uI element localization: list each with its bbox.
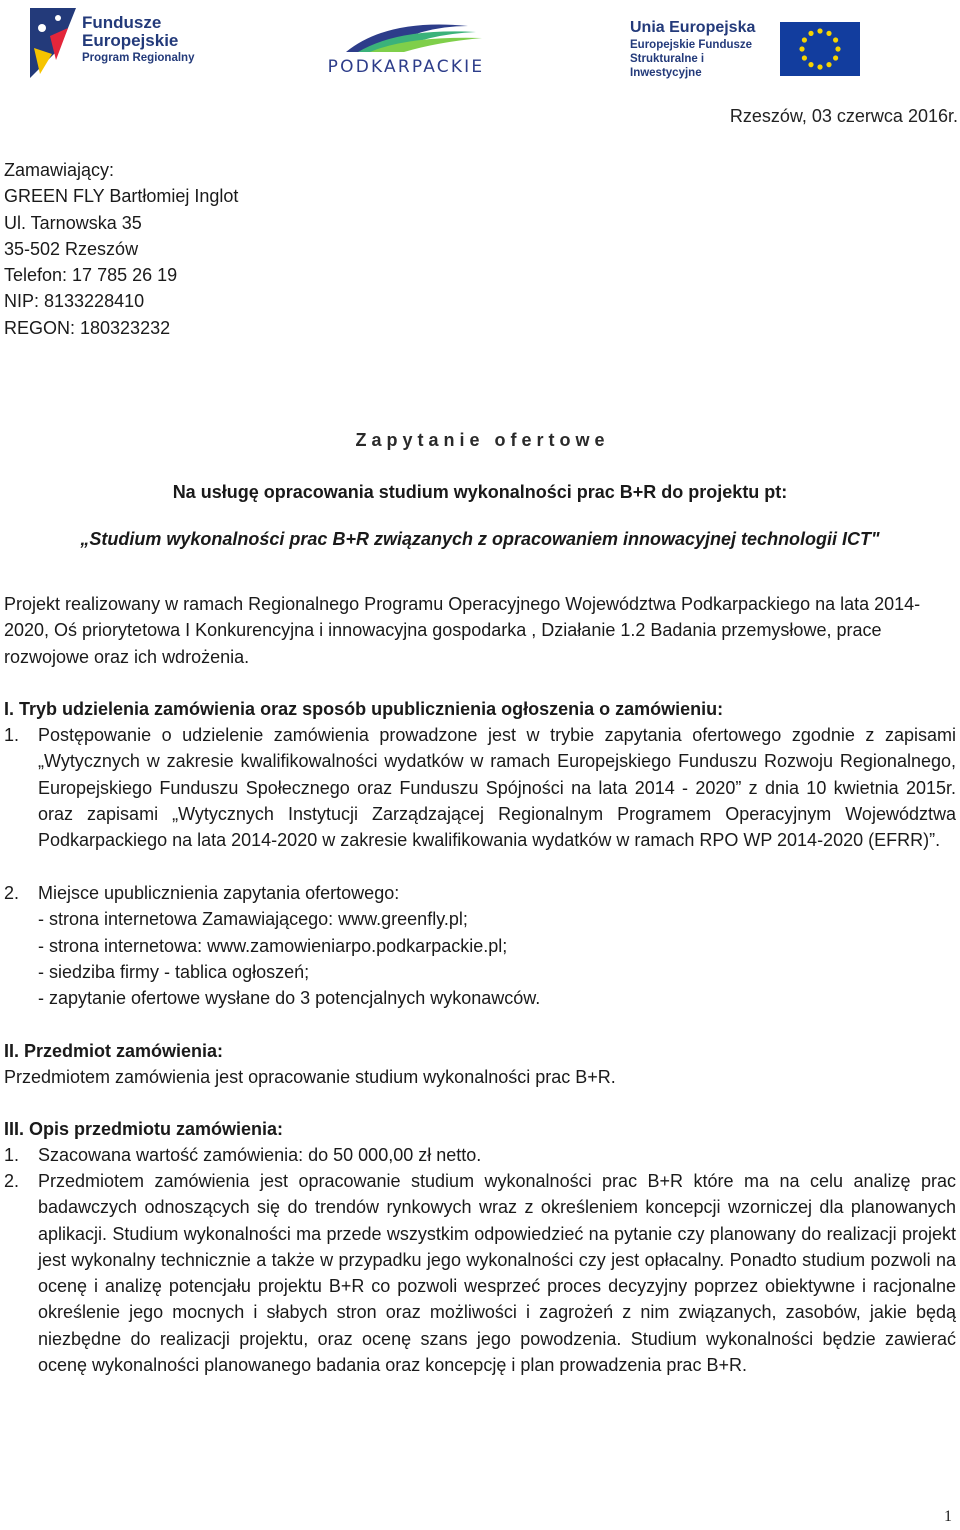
contractor-block xyxy=(4,157,238,341)
publication-place: - zapytanie ofertowe wysłane do 3 potencjalnych wykonawców. xyxy=(38,988,541,1009)
document-date: Rzeszów, 03 czerwca 2016r. xyxy=(729,106,958,126)
section-1-item-2 xyxy=(4,880,956,1011)
project-title: „Studium wykonalności prac B+R związanych z opracowaniem innowacyjnej technologii ICT" xyxy=(80,529,880,549)
item-text: Postępowanie o udzielenie zamówienia prowadzone jest w trybie zapytania ofertowego zgodnie z zapisami „Wytycznych w zakresie kwalifikowalności wydatków w ramach Europejskiego Funduszu Rozwoju Regionalnego, Europejskiego Funduszu Społecznego oraz Funduszu Spójności na lata 2014 - 2020” z dnia 10 kwietnia 2015r. oraz zapisami „Wytycznych Instytucji Zarządzającej Regionalnym Programem Operacyjnym Województwa Podkarpackiego na lata 2014-2020 w zakresie kwalifikowania wydatków w ramach RPO WP 2014-2020 (EFRR)”. xyxy=(38,725,956,851)
ue-logo-title: Unia Europejska xyxy=(630,19,756,36)
item-text: Przedmiotem zamówienia jest opracowanie studium wykonalności prac B+R które ma na celu analizę prac badawczych odnoszących się do trendów rynkowych wraz z określeniem koncepcji wzorniczej dla planowanych aplikacji. Studium wykonalności ma przede wszystkim odpowiedzieć na pytanie czy planowany do realizacji projekt jest wykonalny technicznie a także w przypadku jego wykonalności czy jest opłacalny. Ponadto studium pozwoli na ocenę i analizę potencjału projektu B+R co pozwoli wesprzeć proces decyzyjny poprzez obiektywne i racjonalne określenie jego mocnych i słabych stron oraz możliwości i zagrożeń z nim związanych, zasobów, jakie będą niezbędne do realizacji projektu, oraz ocenę szans jego powodzenia. Studium wykonalności będzie zawierać ocenę wykonalności planowanego badania oraz koncepcję i plan prowadzenia prac B+R. xyxy=(38,1171,956,1376)
item-text: Szacowana wartość zamówienia: do 50 000,00 zł netto. xyxy=(38,1145,482,1165)
eu-flag-icon xyxy=(780,22,860,76)
contractor-line: Telefon: 17 785 26 19 xyxy=(4,265,178,286)
contractor-line: REGON: 180323232 xyxy=(4,317,171,338)
section-3-item-1 xyxy=(4,1142,956,1168)
section-2-text: Przedmiotem zamówienia jest opracowanie studium wykonalności prac B+R. xyxy=(4,1067,616,1087)
logo-header xyxy=(0,4,960,82)
ue-logo-text xyxy=(630,18,770,80)
fundusze-europejskie-logo xyxy=(30,8,205,80)
section-1-item-1 xyxy=(4,722,956,853)
section-3-item-2 xyxy=(4,1168,956,1378)
contractor-line: Ul. Tarnowska 35 xyxy=(4,212,142,233)
fe-logo-line2: Europejskie xyxy=(82,31,179,50)
podkarpackie-logo-text: PODKARPACKIE xyxy=(327,57,485,77)
fe-logo-line3: Program Regionalny xyxy=(82,52,195,64)
podkarpackie-wave-icon xyxy=(318,18,494,56)
section-1-heading: I. Tryb udzielenia zamówienia oraz sposób upublicznienia ogłoszenia o zamówieniu: xyxy=(4,699,724,719)
project-intro: Projekt realizowany w ramach Regionalnego Programu Operacyjnego Województwa Podkarpackiego na lata 2014-2020, Oś priorytetowa I Konkurencyjna i innowacyjna gospodarka , Działanie 1.2 Badania przemysłowe, prace rozwojowe oraz ich wdrożenia. xyxy=(4,594,921,667)
item-text: Miejsce upublicznienia zapytania ofertowego: xyxy=(38,883,400,903)
contractor-label: Zamawiający: xyxy=(4,160,115,180)
publication-place: - strona internetowa Zamawiającego: www.greenfly.pl; xyxy=(38,909,468,930)
fe-logo-text xyxy=(82,14,194,66)
ue-logo-sub1: Europejskie Fundusze xyxy=(630,39,753,51)
item-number: 2. xyxy=(4,883,20,903)
item-number: 1. xyxy=(4,725,20,745)
fe-logo-line1: Fundusze xyxy=(82,13,162,32)
publication-place: - siedziba firmy - tablica ogłoszeń; xyxy=(38,961,310,982)
contractor-line: NIP: 8133228410 xyxy=(4,291,145,312)
document-title: Z a p y t a n i e o f e r t o w e xyxy=(355,430,605,450)
ue-logo-sub2: Strukturalne i Inwestycyjne xyxy=(630,53,705,79)
unia-europejska-logo xyxy=(630,18,865,79)
podkarpackie-logo xyxy=(318,18,494,76)
section-2-heading: II. Przedmiot zamówienia: xyxy=(4,1041,224,1061)
item-number: 1. xyxy=(4,1145,20,1165)
document-subtitle: Na usługę opracowania studium wykonalności prac B+R do projektu pt: xyxy=(172,482,788,502)
publication-place: - strona internetowa: www.zamowieniarpo.podkarpackie.pl; xyxy=(38,935,508,956)
page-number: 1 xyxy=(944,1508,952,1525)
contractor-line: GREEN FLY Bartłomiej Inglot xyxy=(4,186,239,207)
section-3-heading: III. Opis przedmiotu zamówienia: xyxy=(4,1119,284,1139)
fe-emblem-icon xyxy=(30,8,78,78)
item-number: 2. xyxy=(4,1171,20,1191)
contractor-line: 35-502 Rzeszów xyxy=(4,238,139,259)
